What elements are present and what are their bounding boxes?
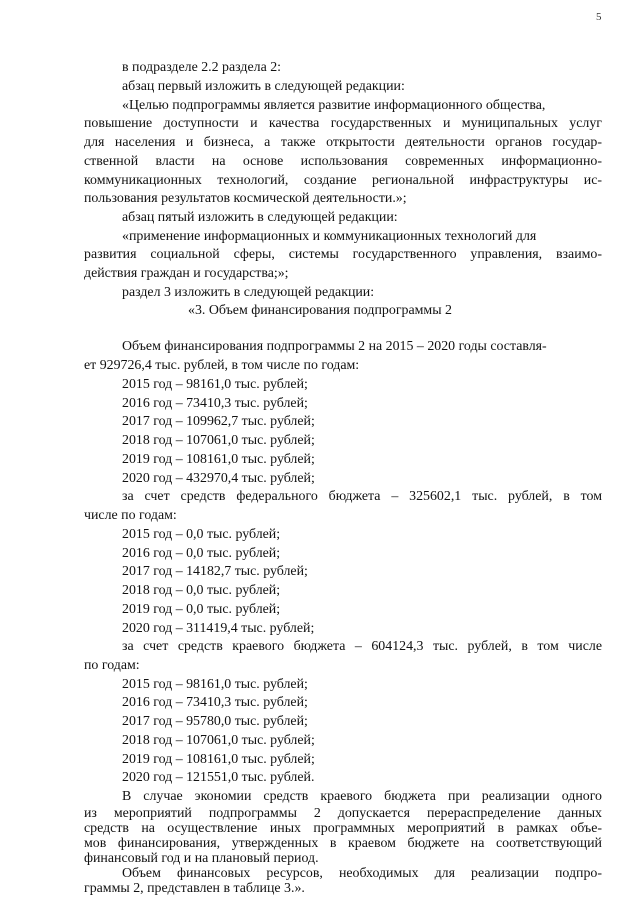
year-line: 2016 год – 73410,3 тыс. рублей; [122, 395, 308, 411]
year-line: 2018 год – 107061,0 тыс. рублей; [122, 732, 315, 748]
text-line: за счет средств краевого бюджета – 604124,3 тыс. рублей, в том числе [122, 639, 602, 655]
text-line: В случае экономии средств краевого бюджета при реализации одного [122, 789, 602, 805]
year-line: 2015 год – 98161,0 тыс. рублей; [122, 376, 308, 392]
year-line: 2019 год – 0,0 тыс. рублей; [122, 601, 281, 617]
year-line: 2016 год – 0,0 тыс. рублей; [122, 545, 281, 561]
year-line: 2017 год – 14182,7 тыс. рублей; [122, 564, 308, 580]
text-line: пользования результатов космической деятельности.»; [84, 191, 407, 207]
text-line: средств на осуществление иных программных мероприятий в рамках объе- [84, 821, 602, 836]
text-line: действия граждан и государства;»; [84, 266, 289, 282]
text-line: Объем финансирования подпрограммы 2 на 2015 – 2020 годы составля- [122, 339, 547, 355]
text-line: граммы 2, представлен в таблице 3.». [84, 881, 305, 896]
page-number: 5 [596, 11, 602, 23]
year-line: 2018 год – 0,0 тыс. рублей; [122, 583, 281, 598]
year-line: 2018 год – 107061,0 тыс. рублей; [122, 433, 315, 448]
year-line: 2020 год – 432970,4 тыс. рублей; [122, 470, 315, 486]
year-line: 2019 год – 108161,0 тыс. рублей; [122, 751, 315, 767]
text-line: абзац пятый изложить в следующей редакции: [122, 210, 398, 225]
year-line: 2015 год – 98161,0 тыс. рублей; [122, 676, 308, 692]
text-line: повышение доступности и качества государственных и муниципальных услуг [84, 116, 602, 132]
text-line: за счет средств федерального бюджета – 325602,1 тыс. рублей, в том [122, 489, 602, 505]
year-line: 2015 год – 0,0 тыс. рублей; [122, 526, 281, 542]
section-heading: «3. Объем финансирования подпрограммы 2 [188, 302, 452, 318]
year-line: 2019 год – 108161,0 тыс. рублей; [122, 451, 315, 467]
text-line: Объем финансовых ресурсов, необходимых для реализации подпро- [122, 866, 602, 881]
text-line: коммуникационных технологий, создание региональной инфраструктуры ис- [84, 172, 602, 188]
text-line: для населения и бизнеса, а также открытости деятельности органов государ- [84, 135, 602, 150]
text-line: абзац первый изложить в следующей редакции: [122, 78, 405, 94]
year-line: 2016 год – 73410,3 тыс. рублей; [122, 695, 308, 711]
text-line: в подразделе 2.2 раздела 2: [122, 60, 282, 75]
year-line: 2020 год – 311419,4 тыс. рублей; [122, 620, 315, 636]
text-line: ственной власти на основе использования современных информационно- [84, 153, 602, 169]
text-line: финансовый год и на плановый период. [84, 851, 319, 866]
year-line: 2017 год – 109962,7 тыс. рублей; [122, 414, 315, 430]
text-line: из мероприятий подпрограммы 2 допускается перераспределение данных [84, 806, 602, 821]
text-line: «Целью подпрограммы является развитие информационного общества, [122, 97, 546, 113]
year-line: 2020 год – 121551,0 тыс. рублей. [122, 770, 315, 786]
text-line: по годам: [84, 657, 140, 673]
text-line: числе по годам: [84, 508, 177, 523]
text-line: ет 929726,4 тыс. рублей, в том числе по годам: [84, 358, 360, 373]
year-line: 2017 год – 95780,0 тыс. рублей; [122, 714, 308, 730]
text-line: раздел 3 изложить в следующей редакции: [122, 284, 375, 300]
text-line: развития социальной сферы, системы государственного управления, взаимо- [84, 247, 602, 263]
text-line: мов финансирования, утвержденных в краевом бюджете на соответствующий [84, 836, 602, 851]
text-line: «применение информационных и коммуникационных технологий для [122, 228, 537, 244]
